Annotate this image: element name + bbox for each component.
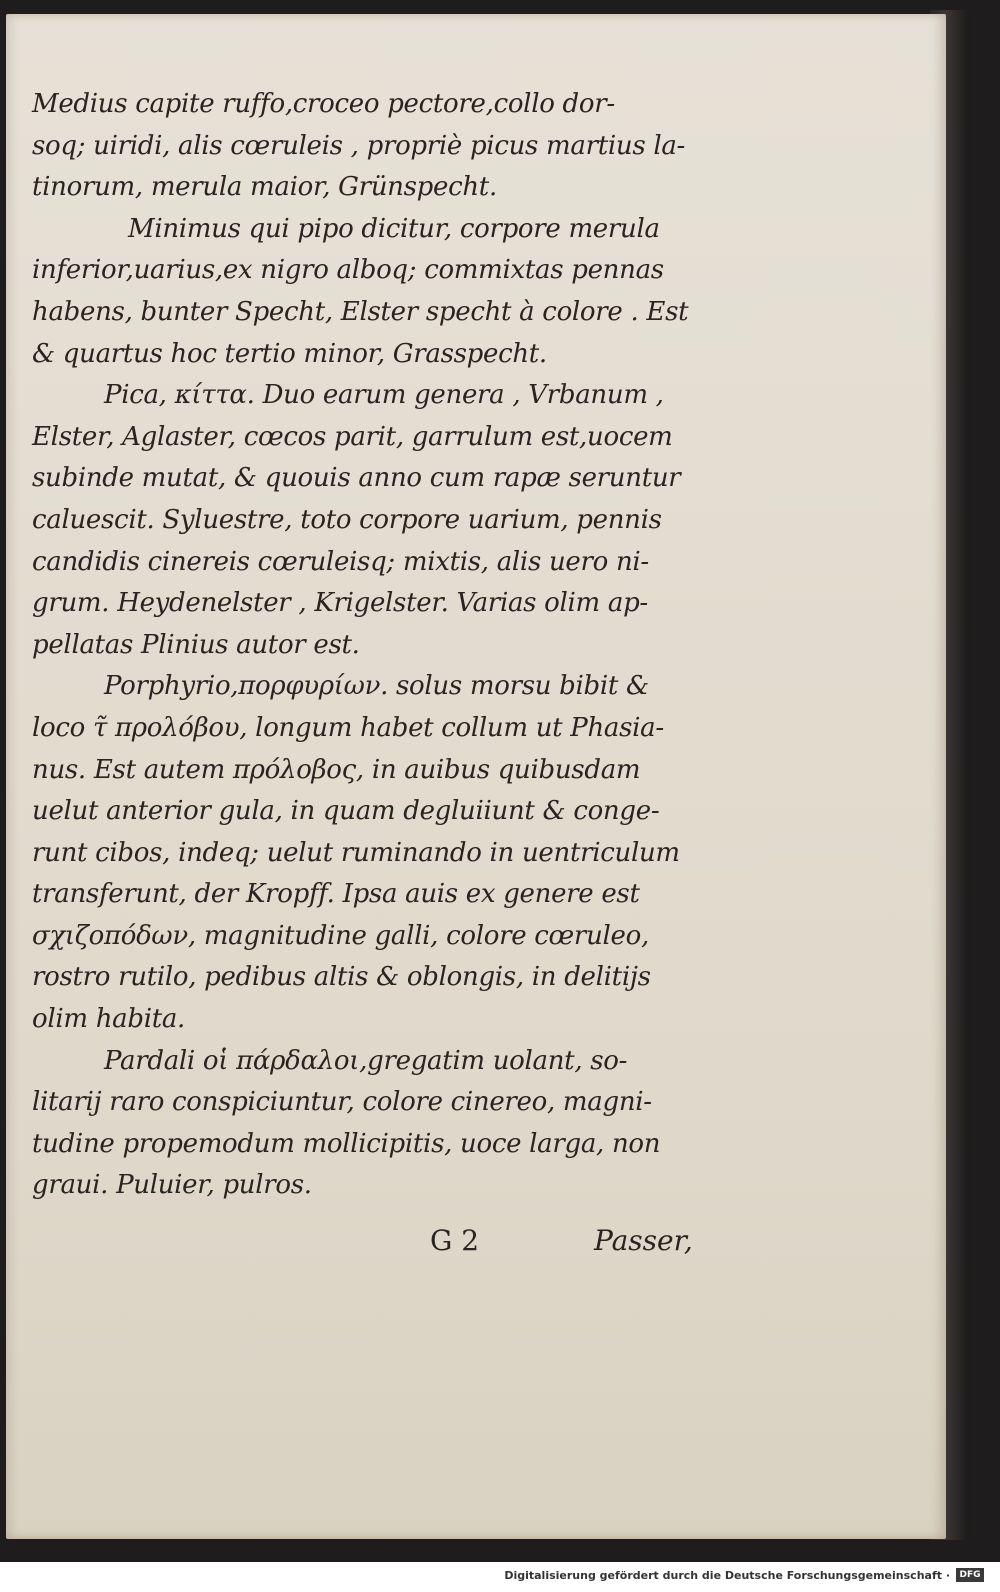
page-number: G 2: [430, 1224, 480, 1257]
text-line: inferior,uarius,ex nigro alboq; commixtas pennas: [32, 255, 664, 286]
text-line: nus. Est autem πρόλοβος, in auibus quibusdam: [32, 754, 641, 785]
text-line: habens, bunter Specht, Elster specht à colore . Est: [32, 296, 689, 327]
text-line: Minimus qui pipo dicitur, corpore merula: [128, 213, 660, 244]
text-line: subinde mutat, & quouis anno cum rapæ seruntur: [32, 463, 681, 494]
text-line: caluescit. Syluestre, toto corpore uarium, pennis: [32, 504, 662, 535]
dfg-logo-icon: DFG: [956, 1568, 984, 1582]
text-line: Elster, Aglaster, cœcos parit, garrulum est,uocem: [32, 421, 673, 452]
text-line: runt cibos, indeq; uelut ruminando in uentriculum: [32, 837, 680, 868]
text-line: olim habita.: [32, 1004, 186, 1035]
text-line: Medius capite ruffo,croceo pectore,collo dor-: [32, 89, 615, 119]
text-line: candidis cinereis cœruleisq; mixtis, alis uero ni-: [32, 546, 649, 577]
text-line: litarij raro conspiciuntur, colore cinereo, magni-: [32, 1087, 652, 1118]
text-line: rostro rutilo, pedibus altis & oblongis, in delitijs: [32, 962, 651, 993]
funding-credit-bar: [0, 1562, 1000, 1592]
page-footer: [6, 1224, 706, 1268]
book-page: [6, 14, 946, 1539]
text-line: soq; uiridi, alis cœruleis , propriè picus martius la-: [32, 130, 686, 161]
text-line: transferunt, der Kropff. Ipsa auis ex genere est: [32, 879, 640, 910]
text-block: [32, 84, 702, 1207]
text-line: graui. Puluier, pulros.: [32, 1170, 312, 1201]
text-line: grum. Heydenelster , Krigelster. Varias olim ap-: [32, 588, 648, 619]
text-line: uelut anterior gula, in quam degluiiunt & conge-: [32, 796, 660, 827]
text-line: σχιζοπόδων, magnitudine galli, colore cœruleo,: [32, 920, 649, 951]
text-line: tudine propemodum mollicipitis, uoce larga, non: [32, 1128, 661, 1159]
text-line: Pica, κίττα. Duo earum genera , Vrbanum ,: [104, 380, 664, 411]
text-line: & quartus hoc tertio minor, Grasspecht.: [32, 338, 547, 369]
text-line: pellatas Plinius autor est.: [32, 629, 360, 660]
catchword: Passer,: [594, 1224, 693, 1257]
text-line: Pardali οἱ πάρδαλοι,gregatim uolant, so-: [104, 1045, 628, 1076]
text-line: loco τ̃ προλόβου, longum habet collum ut Phasia-: [32, 712, 664, 743]
text-line: tinorum, merula maior, Grünspecht.: [32, 172, 497, 203]
funding-credit-text: Digitalisierung gefördert durch die Deutsche Forschungsgemeinschaft ·: [504, 1569, 950, 1582]
text-line: Porphyrio,πορφυρίων. solus morsu bibit &: [104, 671, 649, 702]
